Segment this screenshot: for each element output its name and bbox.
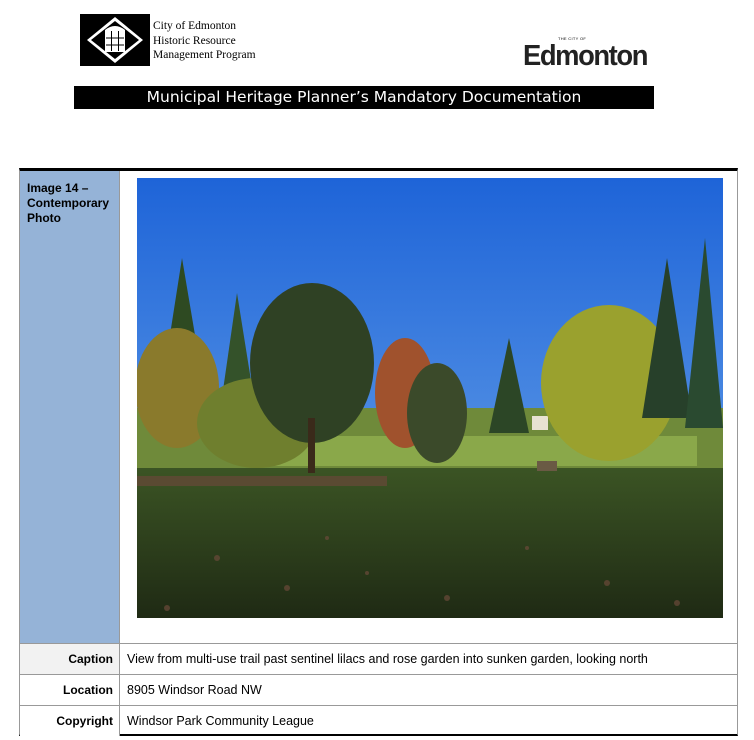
program-name-line: Management Program	[153, 49, 256, 61]
heritage-building-emblem-icon	[80, 14, 150, 66]
documentation-table	[19, 168, 738, 736]
heritage-program-logo	[80, 14, 260, 66]
caption-value: View from multi-use trail past sentinel lilacs and rose garden into sunken garden, looking north	[127, 652, 648, 666]
image-label-cell	[20, 171, 120, 643]
city-logo-label: THE CITY OF	[558, 36, 587, 41]
location-value: 8905 Windsor Road NW	[127, 683, 262, 697]
copyright-label: Copyright	[20, 706, 120, 736]
caption-row	[20, 643, 737, 674]
city-of-edmonton-logo	[522, 34, 650, 74]
location-row	[20, 674, 737, 705]
location-label: Location	[20, 675, 120, 705]
document-banner-title: Municipal Heritage Planner’s Mandatory Documentation	[74, 86, 654, 109]
program-name-line: Historic Resource	[153, 34, 236, 47]
svg-text:Edmonton: Edmonton	[523, 40, 647, 72]
program-name-line: City of Edmonton	[153, 20, 237, 32]
copyright-row	[20, 705, 737, 736]
program-name	[153, 19, 256, 63]
copyright-value: Windsor Park Community League	[127, 714, 314, 728]
caption-label: Caption	[20, 644, 120, 674]
image-label: Image 14 – Contemporary Photo	[27, 181, 110, 225]
contemporary-photo	[137, 178, 723, 618]
